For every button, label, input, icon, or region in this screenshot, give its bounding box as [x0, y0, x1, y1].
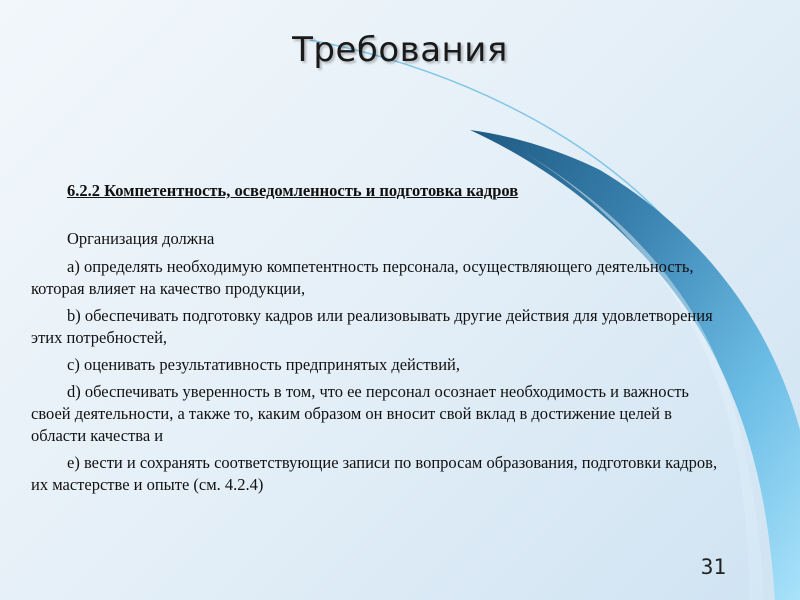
list-item-d: d) обеспечивать уверенность в том, что ее персонал осознает необходимость и важность своей деятельности, а также то, каким образом он вносит свой вклад в достижение целей в области качества и: [31, 382, 689, 445]
slide-content: [31, 180, 731, 501]
section-heading: 6.2.2 Компетентность, осведомленность и подготовка кадров: [67, 181, 519, 200]
page-number: 31: [700, 555, 726, 579]
list-item-e: е) вести и сохранять соответствующие записи по вопросам образования, подготовки кадров, их мастерстве и опыте (см. 4.2.4): [31, 453, 718, 494]
list-item-b: b) обеспечивать подготовку кадров или реализовывать другие действия для удовлетворения этих потребностей,: [31, 306, 713, 347]
intro-text: Организация должна: [67, 229, 215, 248]
list-item-c: с) оценивать результативность предпринятых действий,: [67, 355, 460, 374]
slide-title: Требования: [292, 30, 508, 70]
list-item-a: а) определять необходимую компетентность персонала, осуществляющего деятельность, которая влияет на качество продукции,: [31, 257, 694, 298]
